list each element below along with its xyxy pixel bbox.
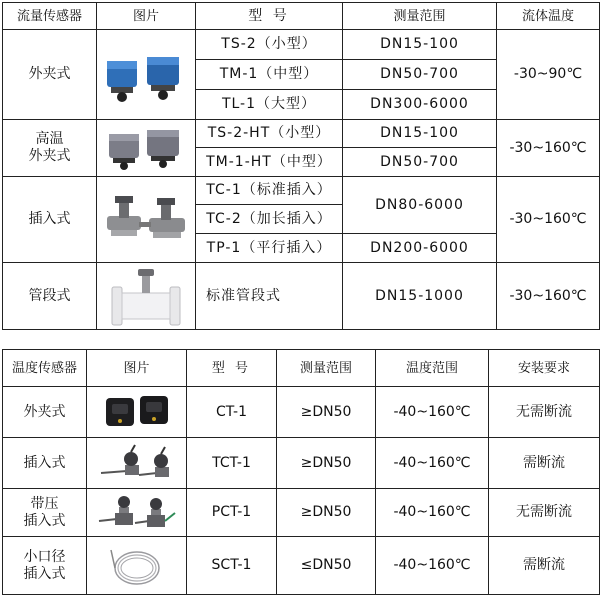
- table-row: [3, 263, 600, 330]
- temp-cell: -40~160℃: [376, 438, 489, 489]
- flow-header-type: 流量传感器: [3, 3, 97, 30]
- temp-cell: -40~160℃: [376, 387, 489, 438]
- flow-type-pipe-section: 管段式: [3, 263, 97, 330]
- install-cell: 需断流: [489, 438, 600, 489]
- temp-type-cell: 小口径 插入式: [3, 537, 87, 595]
- flow-sensor-table: [2, 2, 600, 330]
- range-cell: DN50-700: [343, 148, 497, 177]
- model-cell: TC-2（加长插入）: [196, 205, 343, 234]
- temperature-sensor-table: [2, 349, 600, 595]
- temp-cell: -30~90℃: [497, 30, 600, 120]
- model-cell: TM-1-HT（中型）: [196, 148, 343, 177]
- flow-header-model: 型 号: [196, 3, 343, 30]
- temp-header-image: 图片: [87, 350, 187, 387]
- clamp-on-temperature-image: [87, 387, 187, 438]
- model-cell: TC-1（标准插入）: [196, 177, 343, 205]
- model-cell: CT-1: [187, 387, 277, 438]
- flow-type-high-temp-clamp-on: 高温 外夹式: [3, 120, 97, 177]
- temp-cell: -30~160℃: [497, 120, 600, 177]
- flow-header-range: 测量范围: [343, 3, 497, 30]
- temp-header-row: [3, 350, 600, 387]
- temp-header-model: 型 号: [187, 350, 277, 387]
- install-cell: 需断流: [489, 537, 600, 595]
- insertion-probe-image: [87, 438, 187, 489]
- model-cell: TS-2（小型）: [196, 30, 343, 60]
- install-cell: 无需断流: [489, 489, 600, 537]
- clamp-on-transducer-image: [97, 30, 196, 120]
- table-row: [3, 537, 600, 595]
- insertion-transducer-image: [97, 177, 196, 263]
- table-row: [3, 489, 600, 537]
- temp-header-temp-range: 温度范围: [376, 350, 489, 387]
- range-cell: DN80-6000: [343, 177, 497, 234]
- flow-header-temp: 流体温度: [497, 3, 600, 30]
- high-temp-transducer-image: [97, 120, 196, 177]
- range-cell: DN300-6000: [343, 90, 497, 120]
- range-cell: ≤DN50: [277, 537, 376, 595]
- model-cell: TL-1（大型）: [196, 90, 343, 120]
- range-cell: DN200-6000: [343, 234, 497, 263]
- model-cell: TP-1（平行插入）: [196, 234, 343, 263]
- model-cell: TS-2-HT（小型）: [196, 120, 343, 148]
- flow-header-row: [3, 3, 600, 30]
- temp-cell: -30~160℃: [497, 177, 600, 263]
- flow-type-clamp-on: 外夹式: [3, 30, 97, 120]
- temp-type-cell: 带压 插入式: [3, 489, 87, 537]
- flow-header-image: 图片: [97, 3, 196, 30]
- range-cell: ≥DN50: [277, 438, 376, 489]
- pipe-section-image: [97, 263, 196, 330]
- model-cell: 标准管段式: [196, 263, 343, 330]
- model-cell: SCT-1: [187, 537, 277, 595]
- range-cell: DN15-100: [343, 120, 497, 148]
- range-cell: DN50-700: [343, 60, 497, 90]
- range-cell: DN15-1000: [343, 263, 497, 330]
- pressure-insertion-probe-image: [87, 489, 187, 537]
- table-row: [3, 30, 600, 60]
- table-row: [3, 120, 600, 148]
- temp-header-type: 温度传感器: [3, 350, 87, 387]
- flow-type-insertion: 插入式: [3, 177, 97, 263]
- temp-cell: -30~160℃: [497, 263, 600, 330]
- temp-cell: -40~160℃: [376, 489, 489, 537]
- table-row: [3, 387, 600, 438]
- range-cell: DN15-100: [343, 30, 497, 60]
- model-cell: TM-1（中型）: [196, 60, 343, 90]
- range-cell: ≥DN50: [277, 489, 376, 537]
- temp-type-cell: 外夹式: [3, 387, 87, 438]
- range-cell: ≥DN50: [277, 387, 376, 438]
- temp-cell: -40~160℃: [376, 537, 489, 595]
- table-row: [3, 438, 600, 489]
- install-cell: 无需断流: [489, 387, 600, 438]
- temp-header-install: 安装要求: [489, 350, 600, 387]
- temp-type-cell: 插入式: [3, 438, 87, 489]
- temp-header-range: 测量范围: [277, 350, 376, 387]
- model-cell: TCT-1: [187, 438, 277, 489]
- coiled-sensor-image: [87, 537, 187, 595]
- table-row: [3, 177, 600, 205]
- model-cell: PCT-1: [187, 489, 277, 537]
